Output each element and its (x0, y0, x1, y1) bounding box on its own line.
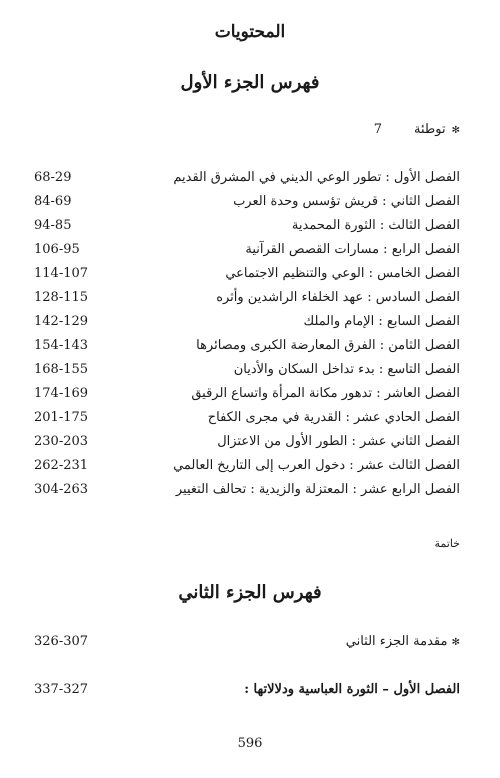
chapter-row (0, 266, 500, 288)
chapter-row (0, 386, 500, 408)
chapter-row (0, 338, 500, 360)
chapter-pages: 68-29 (34, 170, 72, 185)
chapter-label: الفصل السادس : عهد الخلفاء الراشدين وأثره (216, 290, 460, 305)
chapter-pages: 128-115 (34, 290, 89, 305)
conclusion-label: خاتمة (434, 537, 460, 550)
chapter-label: الفصل الخامس : الوعي والتنظيم الاجتماعي (225, 266, 460, 281)
chapter-pages: 114-107 (34, 266, 89, 281)
chapter-label: الفصل الثاني عشر : الطور الأول من الاعتزال (217, 434, 460, 449)
chapter-label: الفصل الثاني : قريش تؤسس وحدة العرب (233, 194, 460, 209)
part2-intro-label (346, 634, 460, 649)
part2-chapter-pages: 337-327 (34, 682, 89, 697)
chapter-label: الفصل العاشر : تدهور مكانة المرأة واتساع الرقيق (191, 386, 460, 401)
page-heading: المحتويات (214, 22, 286, 42)
part1-title: فهرس الجزء الأول (180, 72, 320, 93)
bullet-icon: ✻ (451, 125, 460, 136)
chapter-row (0, 362, 500, 384)
chapter-row (0, 194, 500, 216)
chapter-row (0, 482, 500, 504)
chapter-label: الفصل الثامن : الفرق المعارضة الكبرى ومصائرها (196, 338, 460, 353)
chapter-pages: 174-169 (34, 386, 89, 401)
chapter-row (0, 314, 500, 336)
chapter-pages: 262-231 (34, 458, 89, 473)
chapter-row (0, 290, 500, 312)
chapter-row (0, 218, 500, 240)
bullet-icon: ✻ (451, 637, 460, 648)
chapter-pages: 201-175 (34, 410, 89, 425)
chapter-label: الفصل الثالث : الثورة المحمدية (291, 218, 460, 233)
part2-intro-pages: 326-307 (34, 634, 89, 649)
chapter-row (0, 170, 500, 192)
part2-chapter-label: الفصل الأول – الثورة العباسية ودلالاتها : (244, 682, 460, 697)
chapter-row (0, 242, 500, 264)
chapter-row (0, 434, 500, 456)
chapter-label: الفصل الأول : تطور الوعي الديني في المشرق القديم (173, 170, 460, 185)
chapter-label: الفصل التاسع : بدء تداخل السكان والأديان (233, 362, 460, 377)
part2-intro-text: مقدمة الجزء الثاني (345, 634, 448, 649)
part2-title: فهرس الجزء الثاني (178, 582, 322, 603)
intro-page: 7 (373, 122, 383, 137)
chapter-pages: 154-143 (34, 338, 89, 353)
chapter-pages: 230-203 (34, 434, 89, 449)
chapter-label: الفصل الرابع : مسارات القصص القرآنية (245, 242, 460, 257)
part2-intro-row (0, 634, 500, 656)
chapter-label: الفصل الرابع عشر : المعتزلة والزيدية : تحالف التغيير (175, 482, 460, 497)
chapter-label: الفصل الحادي عشر : القدرية في مجرى الكفاح (207, 410, 460, 425)
chapter-pages: 142-129 (34, 314, 89, 329)
intro-label: توطئة (414, 122, 446, 137)
chapter-label: الفصل الثالث عشر : دخول العرب إلى التاريخ العالمي (173, 458, 460, 473)
chapter-pages: 84-69 (34, 194, 72, 209)
chapter-row (0, 410, 500, 432)
chapter-label: الفصل السابع : الإمام والملك (303, 314, 460, 329)
part2-chapter-row (0, 682, 500, 704)
chapter-pages: 106-95 (34, 242, 80, 257)
chapter-pages: 304-263 (34, 482, 89, 497)
chapter-pages: 94-85 (34, 218, 72, 233)
chapter-row (0, 458, 500, 480)
part1-intro-row (374, 122, 460, 137)
page-number: 596 (237, 736, 263, 751)
chapter-pages: 168-155 (34, 362, 89, 377)
